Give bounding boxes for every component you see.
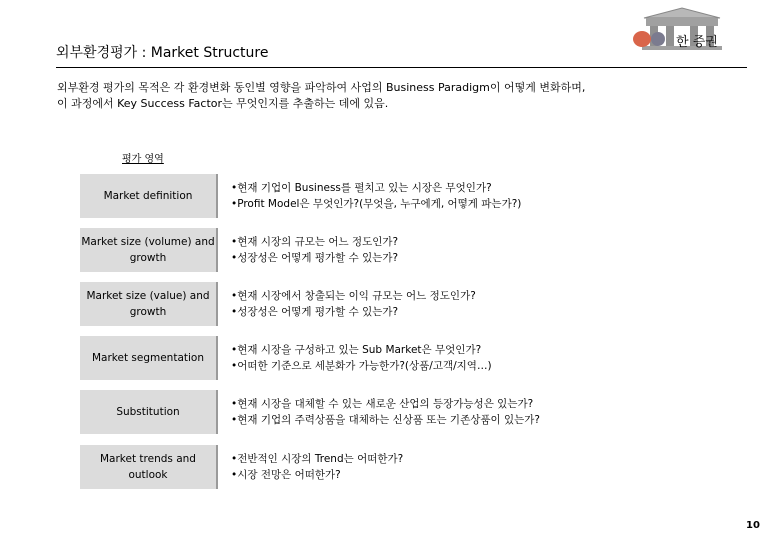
- row-label: Market definition: [80, 174, 218, 218]
- evaluation-area-label: 평가 영역: [122, 154, 164, 165]
- intro-line-1: 외부환경 평가의 목적은 각 환경변화 동인별 영향을 파악하여 사업의 Business Paradigm이 어떻게 변화하며,: [57, 81, 586, 94]
- question: •현재 시장의 규모는 어느 정도인가?: [231, 236, 399, 248]
- question: •시장 전망은 어떠한가?: [231, 469, 341, 481]
- evaluation-row: [80, 282, 750, 326]
- question: •현재 시장을 대체할 수 있는 새로운 산업의 등장가능성은 있는가?: [231, 398, 534, 410]
- row-label: Market size (volume) and growth: [80, 228, 218, 272]
- question: •어떠한 기준으로 세분화가 가능한가?(상품/고객/지역…): [231, 360, 492, 372]
- question: •Profit Model은 무엇인가?(무엇을, 누구에게, 어떻게 파는가?): [231, 198, 522, 210]
- intro-line-2: 이 과정에서 Key Success Factor는 무엇인지를 추출하는 데에 있음.: [57, 97, 389, 110]
- question: •현재 시장에서 창출되는 이익 규모는 어느 정도인가?: [231, 290, 476, 302]
- logo-text: 한 증권: [676, 35, 718, 50]
- question: •성장성은 어떻게 평가할 수 있는가?: [231, 252, 399, 264]
- page-number: 10: [746, 520, 760, 531]
- row-questions: [231, 174, 751, 218]
- evaluation-row: [80, 174, 750, 218]
- page-title: 외부환경평가 : Market Structure: [56, 45, 269, 61]
- row-questions: [231, 445, 751, 489]
- intro-text: [57, 80, 585, 112]
- title-divider: [56, 67, 747, 68]
- row-label: Market trends and outlook: [80, 445, 218, 489]
- question: •현재 기업이 Business를 펼치고 있는 시장은 무엇인가?: [231, 182, 492, 194]
- row-label: Substitution: [80, 390, 218, 434]
- question: •현재 시장을 구성하고 있는 Sub Market은 무엇인가?: [231, 344, 482, 356]
- question: •현재 기업의 주력상품을 대체하는 신상품 또는 기존상품이 있는가?: [231, 414, 540, 426]
- row-questions: [231, 390, 751, 434]
- row-questions: [231, 336, 751, 380]
- evaluation-row: [80, 390, 750, 434]
- row-label: Market segmentation: [80, 336, 218, 380]
- evaluation-row: [80, 445, 750, 489]
- evaluation-row: [80, 336, 750, 380]
- evaluation-row: [80, 228, 750, 272]
- question: •전반적인 시장의 Trend는 어떠한가?: [231, 453, 404, 465]
- row-label: Market size (value) and growth: [80, 282, 218, 326]
- row-questions: [231, 282, 751, 326]
- row-questions: [231, 228, 751, 272]
- question: •성장성은 어떻게 평가할 수 있는가?: [231, 306, 399, 318]
